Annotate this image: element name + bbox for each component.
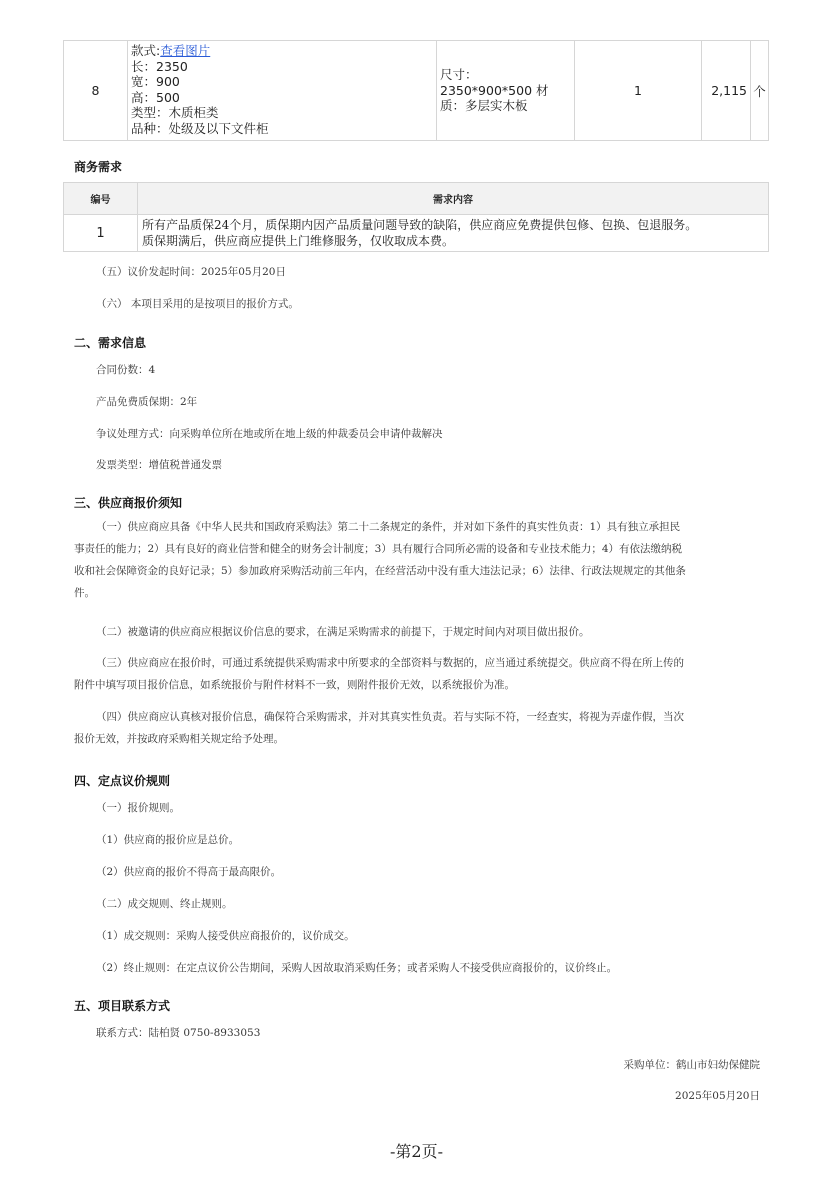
business-table: [63, 182, 769, 252]
row-index: 8: [64, 41, 128, 141]
notice-1-line4: 件。: [74, 587, 95, 599]
notice-paragraph-4: [74, 706, 764, 750]
spec-type: 类型：木质柜类: [131, 105, 219, 120]
section3-title: 三、供应商报价须知: [74, 496, 183, 510]
table-row: [64, 41, 769, 141]
spec-cell: [128, 41, 437, 141]
row-content-line1: 所有产品质保24个月，质保期内因产品质量问题导致的缺陷，供应商应免费提供包修、包换、包退服务。: [142, 218, 698, 232]
rule-6: （2）终止规则：在定点议价公告期间，采购人因故取消采购任务；或者采购人不接受供应商报价的，议价终止。: [96, 962, 618, 974]
rule-5: （1）成交规则：采购人接受供应商报价的，议价成交。: [96, 930, 355, 942]
price-cell: 2,115: [702, 41, 751, 141]
notice-1-line3: 收和社会保障资金的良好记录；5）参加政府采购活动前三年内，在经营活动中没有重大违法记录；6）法律、行政法规规定的其他条: [74, 565, 686, 577]
row-content-line2: 质保期满后，供应商应提供上门维修服务，仅收取成本费。: [142, 234, 455, 248]
table-row: [64, 215, 769, 252]
quantity-cell: 1: [575, 41, 702, 141]
notice-1-line1: （一）供应商应具备《中华人民共和国政府采购法》第二十二条规定的条件，并对如下条件的真实性负责：1）具有独立承担民: [96, 521, 681, 533]
section4-title: 四、定点议价规则: [74, 774, 171, 788]
section5-title: 五、项目联系方式: [74, 999, 171, 1013]
view-image-link[interactable]: 查看图片: [160, 43, 211, 58]
notice-paragraph-3: [74, 652, 764, 696]
invoice-type: 发票类型：增值税普通发票: [96, 459, 222, 471]
style-label: 款式:: [131, 43, 161, 58]
row-content: [138, 215, 769, 252]
notice-3-line2: 附件中填写项目报价信息，如系统报价与附件材料不一致，则附件报价无效，以系统报价为准。: [74, 679, 515, 691]
contract-count: 合同份数：4: [96, 364, 156, 376]
rule-4: （二）成交规则、终止规则。: [96, 898, 233, 910]
notice-paragraph-1: [74, 516, 764, 604]
business-title: 商务需求: [74, 160, 123, 174]
section2-title: 二、需求信息: [74, 336, 147, 350]
spec-width: 宽：900: [131, 74, 180, 89]
bid-start-time: （五）议价发起时间：2025年05月20日: [96, 266, 286, 278]
notice-4-line2: 报价无效，并按政府采购相关规定给予处理。: [74, 733, 284, 745]
table-header-row: [64, 183, 769, 215]
contact-info: 联系方式：陆柏贤 0750-8933053: [96, 1027, 261, 1039]
notice-1-line2: 事责任的能力；2）具有良好的商业信誉和健全的财务会计制度；3）具有履行合同所必需的设备和专业技术能力；4）有依法缴纳税: [74, 543, 683, 555]
footer-date: 2025年05月20日: [675, 1090, 760, 1102]
page-number: -第2页-: [390, 1142, 443, 1161]
dims-value: 2350*900*500 材: [440, 82, 549, 98]
rule-3: （2）供应商的报价不得高于最高限价。: [96, 866, 282, 878]
spec-height: 高：500: [131, 89, 180, 105]
item-table: [63, 40, 769, 141]
material-value: 质：多层实木板: [440, 98, 528, 114]
rule-2: （1）供应商的报价应是总价。: [96, 834, 240, 846]
dispute-method: 争议处理方式：向采购单位所在地或所在地上级的仲裁委员会申请仲裁解决: [96, 428, 443, 440]
col-no-header: 编号: [64, 183, 138, 215]
dims-label: 尺寸：: [440, 67, 478, 83]
rule-1: （一）报价规则。: [96, 802, 180, 814]
spec-length: 长：2350: [131, 58, 188, 74]
dims-cell: [437, 41, 575, 141]
warranty-period: 产品免费质保期：2年: [96, 396, 198, 408]
notice-4-line1: （四）供应商应认真核对报价信息，确保符合采购需求，并对其真实性负责。若与实际不符，一经查实，将视为弄虚作假，当次: [96, 711, 684, 723]
unit-cell: 个: [751, 41, 769, 141]
quote-method: （六） 本项目采用的是按项目的报价方式。: [96, 298, 299, 310]
spec-variety: 品种：处级及以下文件柜: [131, 120, 269, 136]
col-content-header: 需求内容: [138, 183, 769, 215]
row-no: 1: [64, 215, 138, 252]
notice-3-line1: （三）供应商应在报价时，可通过系统提供采购需求中所要求的全部资料与数据的，应当通过系统提交。供应商不得在所上传的: [96, 657, 684, 669]
notice-paragraph-2: （二）被邀请的供应商应根据议价信息的要求，在满足采购需求的前提下，于规定时间内对项目做出报价。: [96, 626, 590, 638]
purchaser: 采购单位：鹤山市妇幼保健院: [623, 1059, 760, 1071]
